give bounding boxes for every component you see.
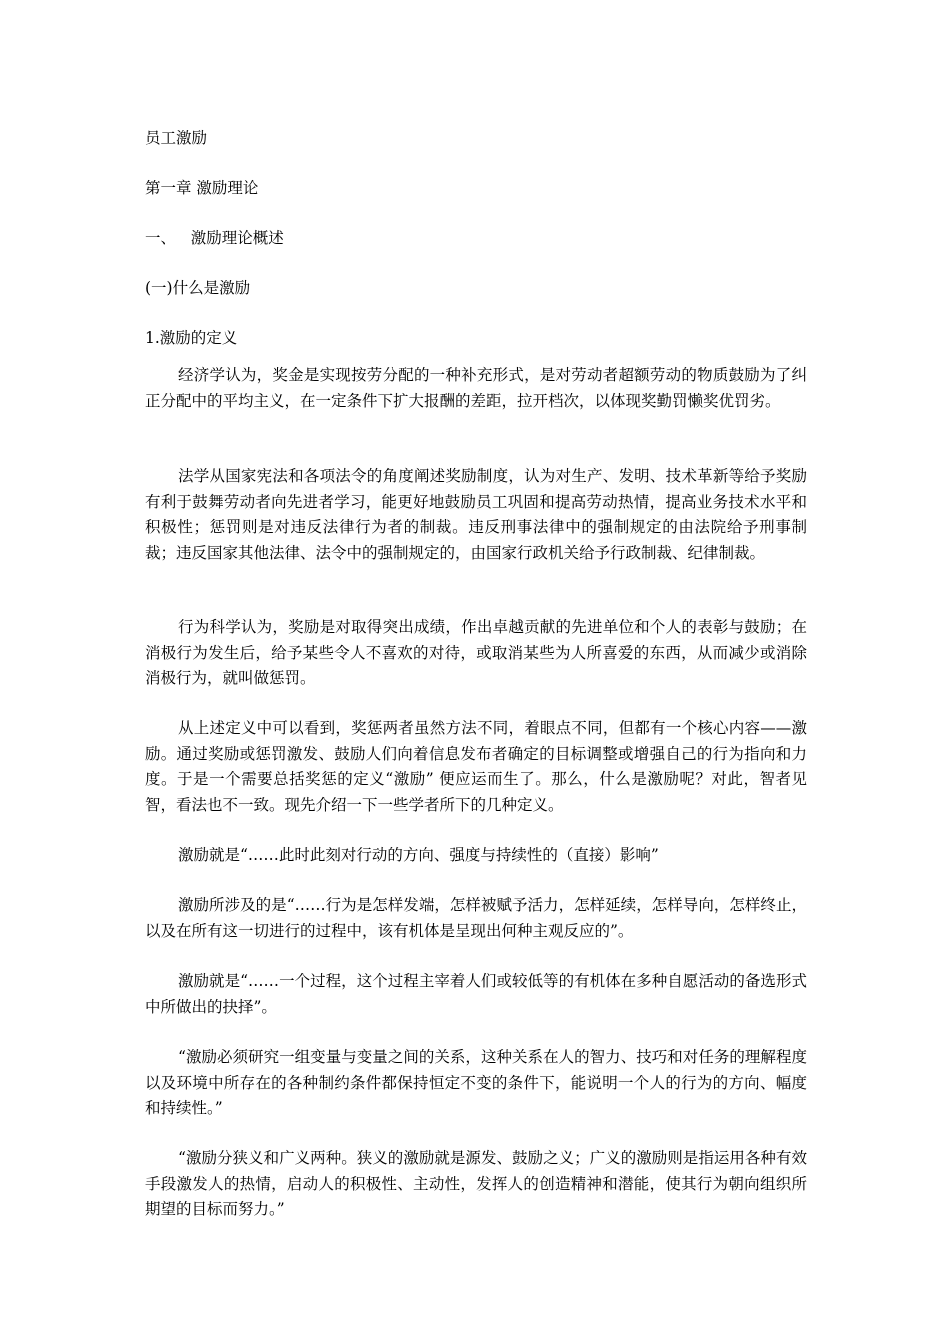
paragraph-law: 法学从国家宪法和各项法令的角度阐述奖励制度，认为对生产、发明、技术革新等给予奖励有利于鼓舞劳动者向先进者学习，能更好地鼓励员工巩固和提高劳动热情，提高业务技术水平和积极性；惩罚则是对违反法律行为者的制裁。违反刑事法律中的强制规定的由法院给予刑事制裁；违反国家其他法律、法令中的强制规定的，由国家行政机关给予行政制裁、纪律制裁。 — [145, 467, 807, 562]
paragraph-definition-4: “激励必须研究一组变量与变量之间的关系，这种关系在人的智力、技巧和对任务的理解程度以及环境中所存在的各种制约条件都保持恒定不变的条件下，能说明一个人的行为的方向、幅度和持续性。” — [145, 1048, 807, 1117]
paragraph-behavioral-science: 行为科学认为，奖励是对取得突出成绩，作出卓越贡献的先进单位和个人的表彰与鼓励；在消极行为发生后，给予某些令人不喜欢的对待，或取消某些为人所喜爱的东西，从而减少或消除消极行为，就叫做惩罚。 — [145, 618, 807, 687]
subsubsection-heading: 1.激励的定义 — [145, 329, 238, 347]
paragraph-definition-3: 激励就是“……一个过程，这个过程主宰着人们或较低等的有机体在多种自愿活动的备选形式中所做出的抉择”。 — [145, 972, 807, 1016]
paragraph-definition-5: “激励分狭义和广义两种。狭义的激励就是源发、鼓励之义；广义的激励则是指运用各种有效手段激发人的热情，启动人的积极性、主动性，发挥人的创造精神和潜能，使其行为朝向组织所期望的目标而努力。” — [145, 1149, 807, 1218]
paragraph-core-concept: 从上述定义中可以看到，奖惩两者虽然方法不同，着眼点不同，但都有一个核心内容——激励。通过奖励或惩罚激发、鼓励人们向着信息发布者确定的目标调整或增强自己的行为指向和力度。于是一个需要总括奖惩的定义“激励” 便应运而生了。那么，什么是激励呢？对此，智者见智，看法也不一致。现先介绍一下一些学者所下的几种定义。 — [145, 719, 807, 814]
paragraph-economics: 经济学认为，奖金是实现按劳分配的一种补充形式，是对劳动者超额劳动的物质鼓励为了纠正分配中的平均主义，在一定条件下扩大报酬的差距，拉开档次，以体现奖勤罚懒奖优罚劣。 — [145, 366, 807, 410]
chapter-heading: 第一章 激励理论 — [145, 179, 259, 197]
document-title: 员工激励 — [145, 129, 208, 147]
paragraph-definition-2: 激励所涉及的是“……行为是怎样发端，怎样被赋予活力，怎样延续，怎样导向，怎样终止，以及在所有这一切进行的过程中，该有机体是呈现出何种主观反应的”。 — [145, 896, 807, 940]
subsection-heading: (一)什么是激励 — [145, 279, 251, 297]
paragraph-definition-1: 激励就是“……此时此刻对行动的方向、强度与持续性的（直接）影响” — [178, 846, 659, 864]
section-heading: 一、 激励理论概述 — [145, 229, 284, 247]
